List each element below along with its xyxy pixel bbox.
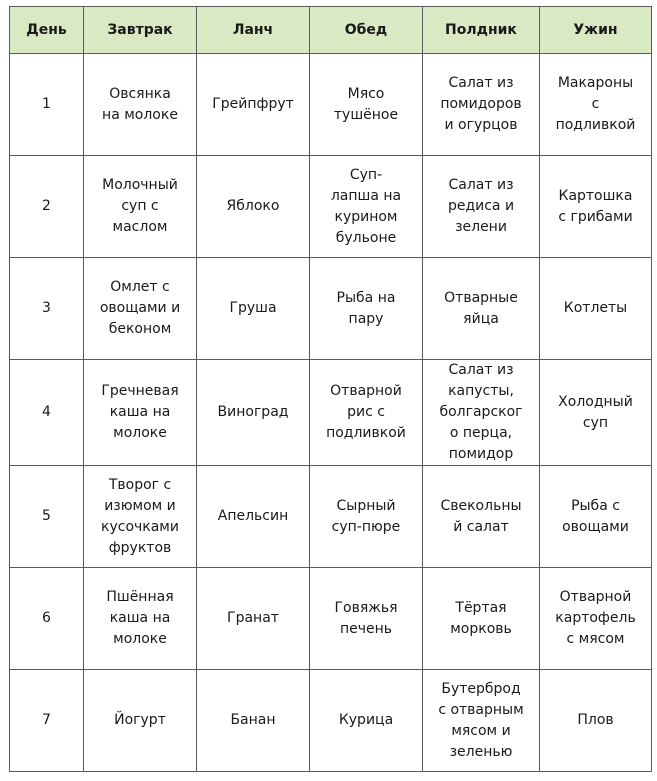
cell-supper: Рыба с овощами: [540, 466, 652, 568]
header-row: [10, 7, 652, 54]
table-row: [10, 54, 652, 156]
cell-breakfast: Йогурт: [84, 670, 197, 772]
cell-supper: Макароны с подливкой: [540, 54, 652, 156]
cell-lunch: Груша: [197, 258, 310, 360]
cell-dinner: Сырный суп-пюре: [310, 466, 423, 568]
header-dinner: Обед: [310, 7, 423, 54]
cell-supper: Котлеты: [540, 258, 652, 360]
header-lunch: Ланч: [197, 7, 310, 54]
cell-dinner: Говяжья печень: [310, 568, 423, 670]
header-supper: Ужин: [540, 7, 652, 54]
table-row: [10, 568, 652, 670]
table-row: [10, 258, 652, 360]
cell-afternoon-snack: Бутерброд с отварным мясом и зеленью: [423, 670, 540, 772]
table-row: [10, 466, 652, 568]
cell-dinner: Отварной рис с подливкой: [310, 360, 423, 466]
header-afternoon-snack: Полдник: [423, 7, 540, 54]
cell-day: 2: [10, 156, 84, 258]
diet-menu-table: [9, 6, 652, 772]
cell-supper: Отварной картофель с мясом: [540, 568, 652, 670]
cell-afternoon-snack: Отварные яйца: [423, 258, 540, 360]
cell-day: 5: [10, 466, 84, 568]
cell-dinner: Рыба на пару: [310, 258, 423, 360]
cell-breakfast: Омлет с овощами и беконом: [84, 258, 197, 360]
cell-lunch: Апельсин: [197, 466, 310, 568]
table-row: [10, 670, 652, 772]
cell-breakfast: Творог с изюмом и кусочками фруктов: [84, 466, 197, 568]
cell-dinner: Мясо тушёное: [310, 54, 423, 156]
cell-day: 6: [10, 568, 84, 670]
cell-lunch: Банан: [197, 670, 310, 772]
cell-day: 3: [10, 258, 84, 360]
cell-day: 1: [10, 54, 84, 156]
cell-day: 4: [10, 360, 84, 466]
cell-breakfast: Гречневая каша на молоке: [84, 360, 197, 466]
cell-supper: Плов: [540, 670, 652, 772]
cell-day: 7: [10, 670, 84, 772]
cell-breakfast: Пшённая каша на молоке: [84, 568, 197, 670]
header-day: День: [10, 7, 84, 54]
cell-lunch: Гранат: [197, 568, 310, 670]
cell-supper: Картошка с грибами: [540, 156, 652, 258]
cell-dinner: Суп- лапша на курином бульоне: [310, 156, 423, 258]
cell-afternoon-snack: Салат из редиса и зелени: [423, 156, 540, 258]
header-breakfast: Завтрак: [84, 7, 197, 54]
cell-afternoon-snack: Салат из помидоров и огурцов: [423, 54, 540, 156]
cell-breakfast: Овсянка на молоке: [84, 54, 197, 156]
cell-lunch: Яблоко: [197, 156, 310, 258]
cell-supper: Холодный суп: [540, 360, 652, 466]
cell-afternoon-snack: Тёртая морковь: [423, 568, 540, 670]
cell-afternoon-snack: Свекольны й салат: [423, 466, 540, 568]
table-row: [10, 156, 652, 258]
cell-dinner: Курица: [310, 670, 423, 772]
cell-afternoon-snack: Салат из капусты, болгарског о перца, помидор: [423, 360, 540, 466]
cell-breakfast: Молочный суп с маслом: [84, 156, 197, 258]
cell-lunch: Грейпфрут: [197, 54, 310, 156]
table-row: [10, 360, 652, 466]
cell-lunch: Виноград: [197, 360, 310, 466]
